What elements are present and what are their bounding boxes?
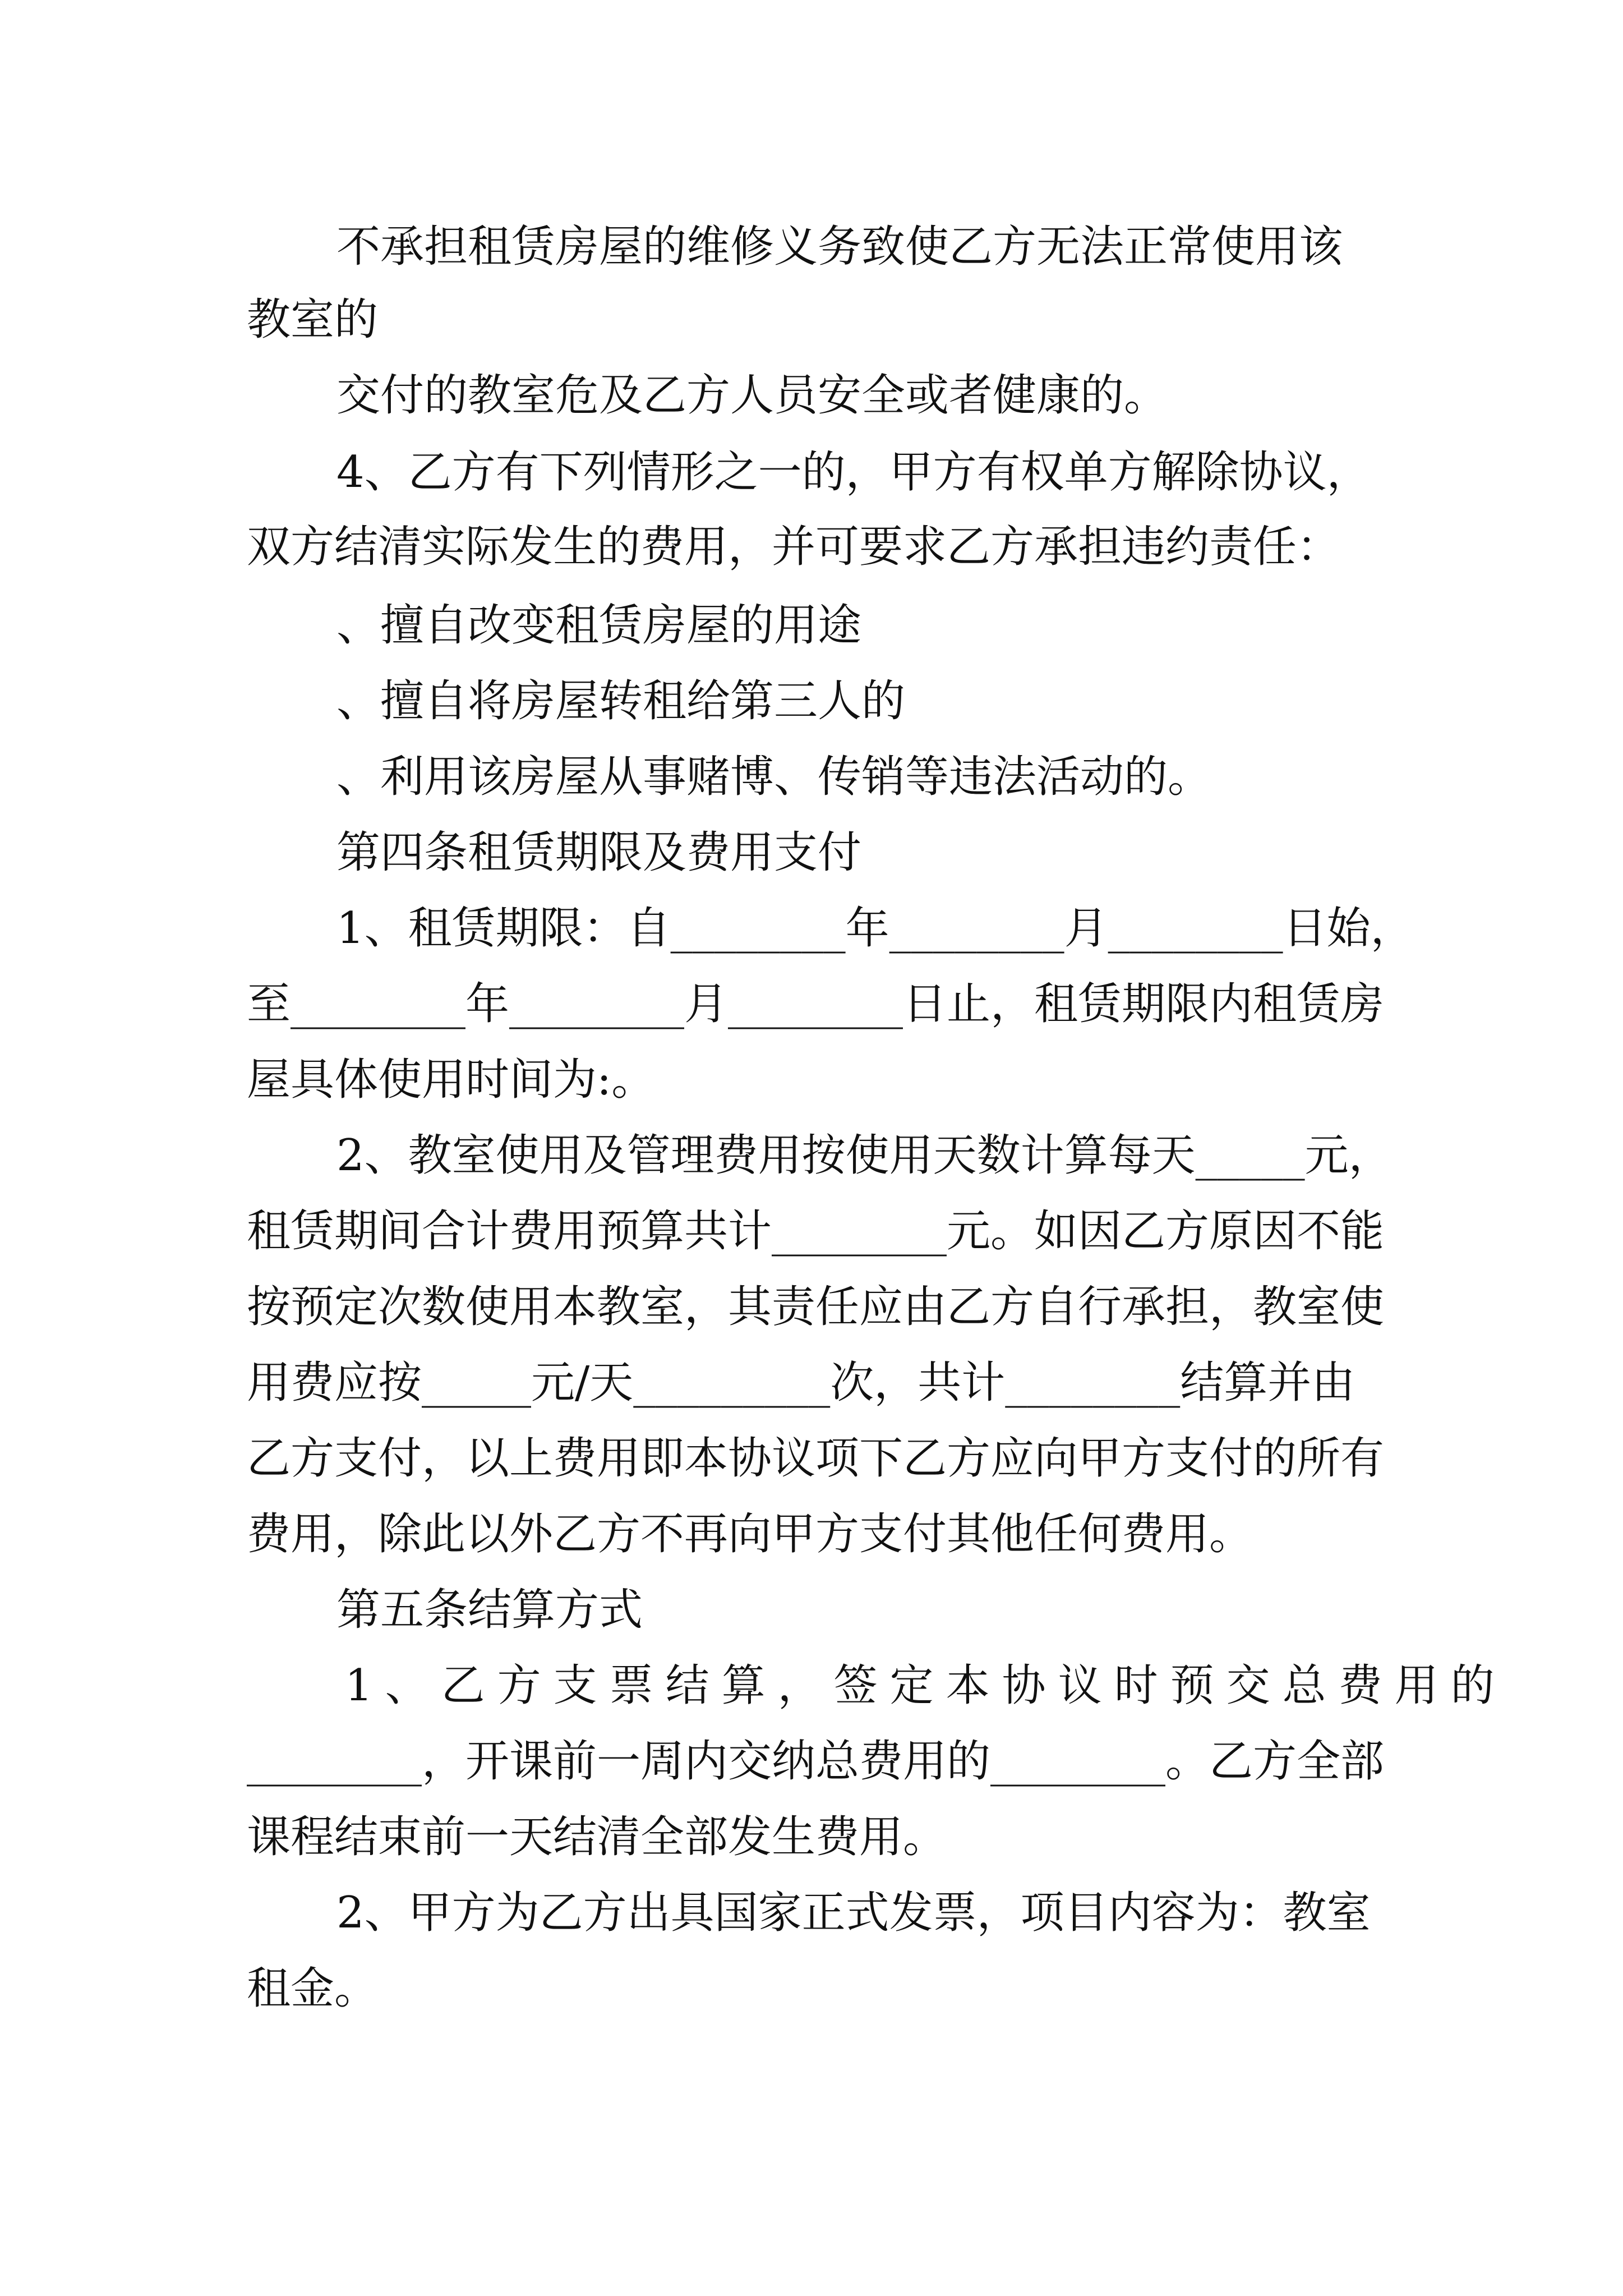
paragraph-line: 至________年________月________日止，租赁期限内租赁房 xyxy=(247,979,1385,1029)
list-item: 、擅自改变租赁房屋的用途 xyxy=(336,600,862,651)
paragraph-line: 1、乙方支票结算，签定本协议时预交总费用的 xyxy=(345,1660,1507,1711)
paragraph-line: 2、教室使用及管理费用按使用天数计算每天_____元， xyxy=(336,1130,1393,1181)
section-heading: 第五条结算方式 xyxy=(336,1585,643,1635)
paragraph-line: 双方结清实际发生的费用，并可要求乙方承担违约责任： xyxy=(247,522,1341,572)
list-item: 、擅自将房屋转租给第三人的 xyxy=(336,676,906,726)
paragraph-line: 课程结束前一天结清全部发生费用。 xyxy=(247,1812,947,1862)
paragraph-line: 租金。 xyxy=(247,1963,379,2014)
paragraph-line: 屋具体使用时间为:。 xyxy=(247,1055,656,1105)
paragraph-line: 用费应按_____元/天_________次，共计________结算并由 xyxy=(247,1358,1355,1408)
paragraph-line: 交付的教室危及乙方人员安全或者健康的。 xyxy=(336,370,1168,421)
paragraph-line: 租赁期间合计费用预算共计________元。如因乙方原因不能 xyxy=(247,1206,1385,1257)
paragraph-line: 乙方支付，以上费用即本协议项下乙方应向甲方支付的所有 xyxy=(247,1433,1385,1484)
paragraph-line: ________，开课前一周内交纳总费用的________。乙方全部 xyxy=(247,1736,1385,1787)
paragraph-line: 费用，除此以外乙方不再向甲方支付其他任何费用。 xyxy=(247,1509,1253,1559)
paragraph-line: 4、乙方有下列情形之一的，甲方有权单方解除协议， xyxy=(336,447,1371,498)
paragraph-line: 1、租赁期限：自________年________月________日始， xyxy=(336,903,1414,954)
paragraph-line: 2、甲方为乙方出具国家正式发票，项目内容为：教室 xyxy=(336,1888,1371,1938)
section-heading: 第四条租赁期限及费用支付 xyxy=(336,827,862,878)
paragraph-line: 教室的 xyxy=(247,295,379,345)
paragraph-line: 按预定次数使用本教室，其责任应由乙方自行承担，教室使 xyxy=(247,1282,1385,1332)
list-item: 、利用该房屋从事赌博、传销等违法活动的。 xyxy=(336,752,1212,802)
paragraph-line: 不承担租赁房屋的维修义务致使乙方无法正常使用该 xyxy=(336,222,1343,272)
